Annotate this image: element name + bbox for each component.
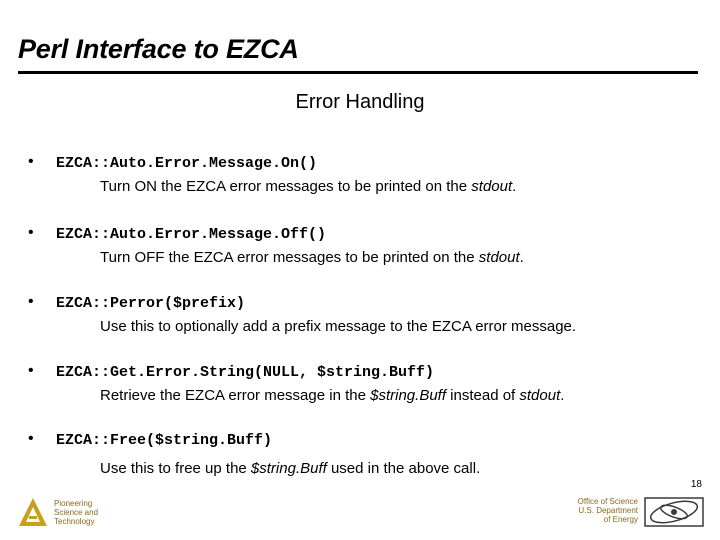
- bullet: •: [28, 430, 34, 447]
- function-description: Turn OFF the EZCA error messages to be printed on the stdout.: [100, 249, 524, 266]
- bullet: •: [28, 153, 34, 170]
- bullet: •: [28, 293, 34, 310]
- function-signature: EZCA::Perror($prefix): [56, 295, 246, 312]
- doe-caption: Office of Science U.S. Department of Energy: [577, 497, 638, 524]
- lab-tagline: Pioneering Science and Technology: [54, 499, 99, 526]
- slide-title: Perl Interface to EZCA: [18, 34, 299, 64]
- function-signature: EZCA::Auto.Error.Message.Off(): [56, 226, 327, 243]
- function-signature: EZCA::Get.Error.String(NULL, $string.Buff): [56, 364, 435, 381]
- doe-branding: [566, 497, 706, 527]
- bullet: •: [28, 362, 34, 379]
- function-description: Use this to free up the $string.Buff used in the above call.: [100, 460, 481, 477]
- lab-branding: [18, 495, 128, 529]
- bullet: •: [28, 224, 34, 241]
- slide-subtitle: Error Handling: [295, 91, 425, 113]
- title-rule: [18, 71, 698, 74]
- lab-logo-icon: [18, 497, 48, 527]
- function-description: Retrieve the EZCA error message in the $string.Buff instead of stdout.: [100, 387, 565, 404]
- function-description: Use this to optionally add a prefix message to the EZCA error message.: [100, 318, 577, 335]
- function-description: Turn ON the EZCA error messages to be printed on the stdout.: [100, 178, 517, 195]
- doe-logo-icon: [644, 497, 704, 527]
- function-signature: EZCA::Auto.Error.Message.On(): [56, 155, 318, 172]
- function-signature: EZCA::Free($string.Buff): [56, 432, 273, 449]
- page-number: 18: [690, 479, 702, 490]
